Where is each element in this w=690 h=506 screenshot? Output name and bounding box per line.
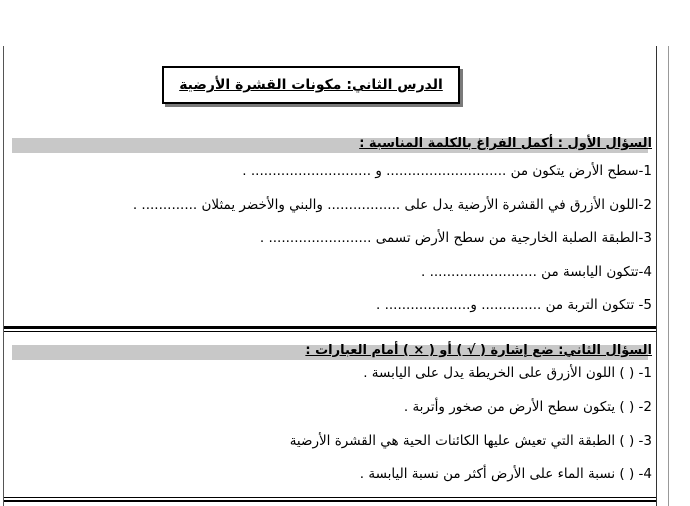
q1-item-2: 2-اللون الأزرق في القشرة الأرضية يدل على ................. والبني والأخضر يمثلان ............. . (132, 197, 652, 213)
q1-item-1: 1-سطح الأرض يتكون من ............................ و ............................ . (242, 163, 652, 179)
lesson-title-box (162, 66, 460, 104)
page-border-left (3, 46, 4, 506)
page-border-right (656, 46, 657, 506)
page-border-right-outer (668, 46, 669, 506)
q1-item-3: 3-الطبقة الصلبة الخارجية من سطح الأرض تسمى ........................ . (259, 230, 652, 246)
bottom-divider (4, 497, 656, 498)
q1-item-4: 4-تتكون اليابسة من ......................... . (421, 264, 652, 280)
bottom-divider-thick (4, 500, 656, 502)
section-divider (4, 326, 656, 329)
q2-item-2: 2- ( ) يتكون سطح الأرض من صخور وأتربة . (403, 399, 652, 415)
section-divider-thin (4, 331, 656, 332)
q1-item-5: 5- تتكون التربة من .............. و.................... . (376, 297, 652, 313)
q2-heading: السؤال الثاني: ضع إشارة ( √ ) أو ( × ) أمام العبارات : (305, 343, 652, 358)
q2-item-1: 1- ( ) اللون الأزرق على الخريطة يدل على اليابسة . (363, 365, 652, 381)
q2-item-3: 3- ( ) الطبقة التي تعيش عليها الكائنات الحية هي القشرة الأرضية (289, 433, 652, 449)
q2-item-4: 4- ( ) نسبة الماء على الأرض أكثر من نسبة اليابسة . (359, 466, 652, 482)
lesson-title: الدرس الثاني: مكونات القشرة الأرضية (179, 77, 443, 93)
q1-heading: السؤال الأول : أكمل الفراغ بالكلمة المناسبة : (359, 136, 652, 151)
